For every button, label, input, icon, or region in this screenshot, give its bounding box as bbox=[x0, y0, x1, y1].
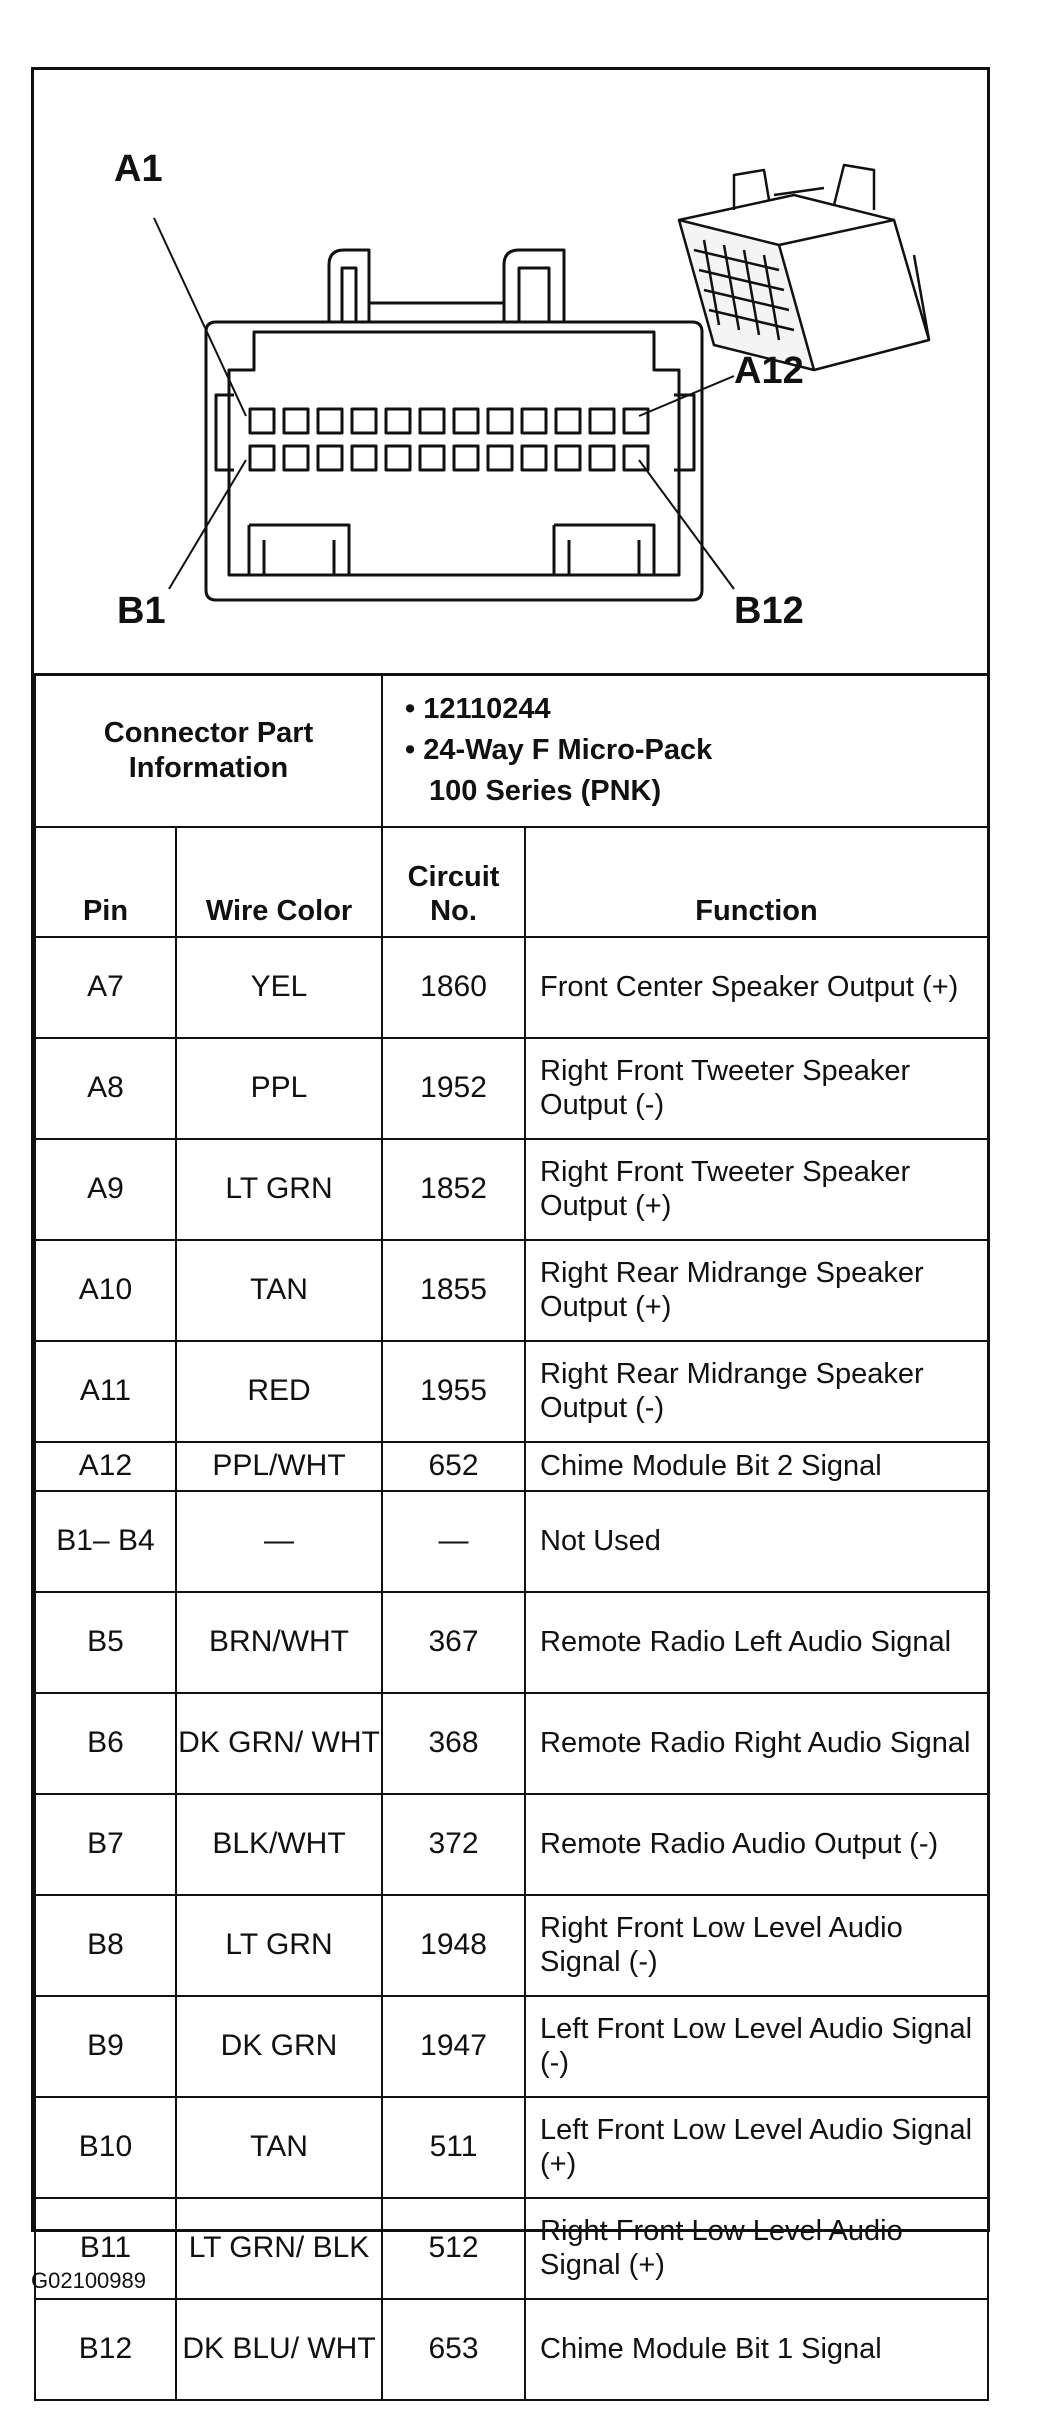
pin-cell: B1– B4 bbox=[35, 1491, 176, 1592]
wire-color-cell: DK GRN bbox=[176, 1996, 382, 2097]
function-cell: Right Front Tweeter Speaker Output (-) bbox=[525, 1038, 988, 1139]
function-cell: Right Rear Midrange Speaker Output (-) bbox=[525, 1341, 988, 1442]
pin-cell: A12 bbox=[35, 1442, 176, 1491]
table-row bbox=[35, 1240, 988, 1341]
wire-color-cell: DK BLU/ WHT bbox=[176, 2299, 382, 2400]
pin-cell: A11 bbox=[35, 1341, 176, 1442]
pin-cell: B9 bbox=[35, 1996, 176, 2097]
table-row bbox=[35, 1038, 988, 1139]
header-wire-color: Wire Color bbox=[176, 827, 382, 937]
function-cell: Left Front Low Level Audio Signal (-) bbox=[525, 1996, 988, 2097]
circuit-cell: — bbox=[382, 1491, 525, 1592]
table-row bbox=[35, 1491, 988, 1592]
circuit-cell: 1852 bbox=[382, 1139, 525, 1240]
header-function: Function bbox=[525, 827, 988, 937]
table-row bbox=[35, 2097, 988, 2198]
circuit-cell: 1860 bbox=[382, 937, 525, 1038]
table-row bbox=[35, 1895, 988, 1996]
connector-info-details: • 12110244 • 24-Way F Micro-Pack 100 Series (PNK) bbox=[382, 674, 988, 827]
pin-cell: B6 bbox=[35, 1693, 176, 1794]
table-row bbox=[35, 2299, 988, 2400]
pin-cell: A8 bbox=[35, 1038, 176, 1139]
pin-cell: B11 bbox=[35, 2198, 176, 2299]
pin-cell: A7 bbox=[35, 937, 176, 1038]
function-cell: Remote Radio Right Audio Signal bbox=[525, 1693, 988, 1794]
wire-color-cell: BRN/WHT bbox=[176, 1592, 382, 1693]
figure-code: G02100989 bbox=[31, 2268, 146, 2293]
connector-info-row bbox=[35, 674, 988, 827]
function-cell: Right Front Tweeter Speaker Output (+) bbox=[525, 1139, 988, 1240]
circuit-cell: 1855 bbox=[382, 1240, 525, 1341]
table-row bbox=[35, 937, 988, 1038]
connector-diagram bbox=[34, 70, 987, 676]
callout-a12: A12 bbox=[734, 350, 804, 392]
wire-color-cell: TAN bbox=[176, 1240, 382, 1341]
circuit-cell: 1948 bbox=[382, 1895, 525, 1996]
wire-color-cell: BLK/WHT bbox=[176, 1794, 382, 1895]
function-cell: Not Used bbox=[525, 1491, 988, 1592]
table-row bbox=[35, 1139, 988, 1240]
pin-cell: A9 bbox=[35, 1139, 176, 1240]
connector-info-label: Connector Part Information bbox=[35, 674, 382, 827]
wire-color-cell: PPL bbox=[176, 1038, 382, 1139]
wire-color-cell: LT GRN bbox=[176, 1895, 382, 1996]
function-cell: Remote Radio Audio Output (-) bbox=[525, 1794, 988, 1895]
pin-cell: B10 bbox=[35, 2097, 176, 2198]
circuit-cell: 652 bbox=[382, 1442, 525, 1491]
table-row bbox=[35, 1341, 988, 1442]
connector-part-number: 12110244 bbox=[423, 693, 551, 726]
function-cell: Remote Radio Left Audio Signal bbox=[525, 1592, 988, 1693]
pinout-table bbox=[34, 673, 989, 2401]
table-row bbox=[35, 2198, 988, 2299]
function-cell: Chime Module Bit 2 Signal bbox=[525, 1442, 988, 1491]
function-cell: Right Rear Midrange Speaker Output (+) bbox=[525, 1240, 988, 1341]
wire-color-cell: PPL/WHT bbox=[176, 1442, 382, 1491]
table-row bbox=[35, 1693, 988, 1794]
wire-color-cell: YEL bbox=[176, 937, 382, 1038]
pin-cell: B8 bbox=[35, 1895, 176, 1996]
function-cell: Chime Module Bit 1 Signal bbox=[525, 2299, 988, 2400]
pin-cell: B5 bbox=[35, 1592, 176, 1693]
header-row bbox=[35, 827, 988, 937]
table-row bbox=[35, 1442, 988, 1491]
pin-cell: B7 bbox=[35, 1794, 176, 1895]
wire-color-cell: DK GRN/ WHT bbox=[176, 1693, 382, 1794]
pinout-rows bbox=[35, 937, 988, 2400]
wire-color-cell: RED bbox=[176, 1341, 382, 1442]
wire-color-cell: — bbox=[176, 1491, 382, 1592]
wire-color-cell: TAN bbox=[176, 2097, 382, 2198]
header-circuit: Circuit No. bbox=[382, 827, 525, 937]
table-row bbox=[35, 1794, 988, 1895]
function-cell: Left Front Low Level Audio Signal (+) bbox=[525, 2097, 988, 2198]
wire-color-cell: LT GRN bbox=[176, 1139, 382, 1240]
circuit-cell: 367 bbox=[382, 1592, 525, 1693]
pin-cell: A10 bbox=[35, 1240, 176, 1341]
pin-cell: B12 bbox=[35, 2299, 176, 2400]
circuit-cell: 511 bbox=[382, 2097, 525, 2198]
callout-b12: B12 bbox=[734, 590, 804, 632]
function-cell: Right Front Low Level Audio Signal (-) bbox=[525, 1895, 988, 1996]
callout-b1: B1 bbox=[117, 590, 166, 632]
circuit-cell: 653 bbox=[382, 2299, 525, 2400]
callout-a1: A1 bbox=[114, 148, 163, 190]
circuit-cell: 1947 bbox=[382, 1996, 525, 2097]
circuit-cell: 368 bbox=[382, 1693, 525, 1794]
circuit-cell: 512 bbox=[382, 2198, 525, 2299]
header-pin: Pin bbox=[35, 827, 176, 937]
circuit-cell: 372 bbox=[382, 1794, 525, 1895]
circuit-cell: 1955 bbox=[382, 1341, 525, 1442]
circuit-cell: 1952 bbox=[382, 1038, 525, 1139]
table-row bbox=[35, 1996, 988, 2097]
connector-description: 24-Way F Micro-Pack bbox=[423, 734, 713, 767]
connector-description-2: 100 Series (PNK) bbox=[429, 774, 662, 807]
connector-face-drawing bbox=[34, 70, 987, 673]
function-cell: Front Center Speaker Output (+) bbox=[525, 937, 988, 1038]
function-cell: Right Front Low Level Audio Signal (+) bbox=[525, 2198, 988, 2299]
table-row bbox=[35, 1592, 988, 1693]
wire-color-cell: LT GRN/ BLK bbox=[176, 2198, 382, 2299]
